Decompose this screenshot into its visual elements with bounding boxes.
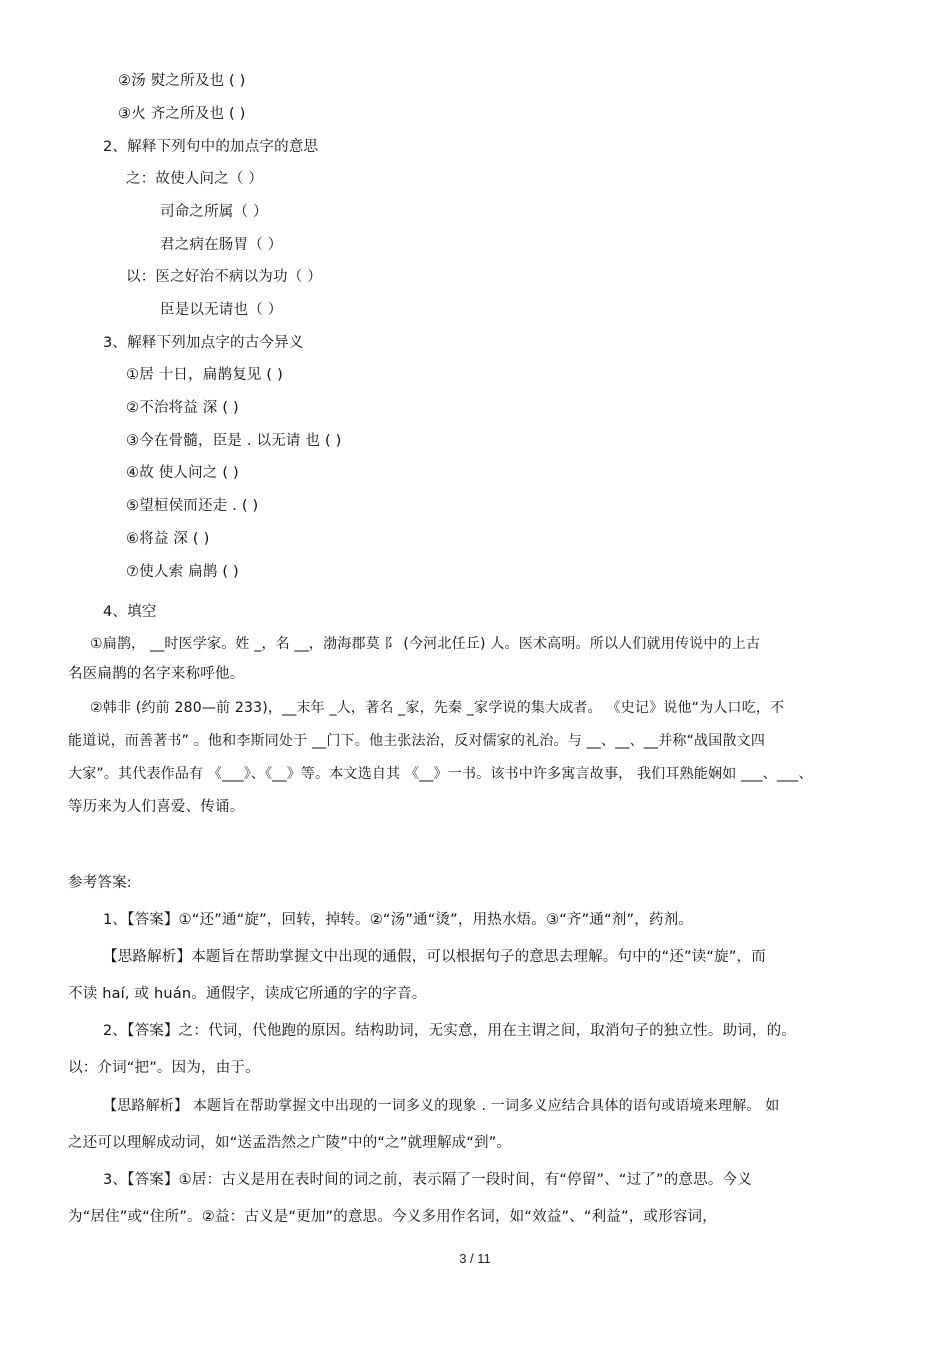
answer-3: 3、【答案】①居：古义是用在表时间的词之前，表示隔了一段时间，有“停留”、“过了”的意思。今义 — [103, 1172, 752, 1188]
answer-2-continued: 以：介词“把”。因为，由于。 — [68, 1060, 260, 1076]
q3-item-6: ⑥将益 深 ( ) — [126, 531, 210, 547]
q4-title: 4、填空 — [103, 604, 157, 620]
q2-yi-1: 以：医之好治不病以为功（ ） — [126, 269, 322, 285]
answer-1-analysis-line1: 【思路解析】本题旨在帮助掌握文中出现的通假，可以根据句子的意思去理解。句中的“还”读“旋”，而 — [103, 949, 766, 965]
page-number: 3 / 11 — [459, 1251, 491, 1266]
q3-item-1: ①居 十日，扁鹊复见 ( ) — [126, 367, 283, 383]
q3-title: 3、解释下列加点字的古今异义 — [103, 335, 304, 351]
q2-zhi-1: 之：故使人问之（ ） — [126, 171, 264, 187]
answer-2: 2、【答案】之：代词，代他跑的原因。结构助词，无实意，用在主谓之间，取消句子的独立性。助词，的。 — [103, 1023, 797, 1039]
answer-1-analysis-line2: 不读 haí, 或 huán。通假字，读成它所通的字的字音。 — [68, 986, 427, 1002]
q3-item-4: ④故 使人问之 ( ) — [126, 465, 239, 481]
q4-p2-line3: 大家”。其代表作品有 《___》、《__》等。本文选自其 《__》一书。该书中许多寓言故事， 我们耳熟能娴如 ___、___、 — [68, 766, 813, 782]
q2-zhi-3: 君之病在肠胃（ ） — [160, 237, 283, 253]
q1-item-2: ②汤 熨之所及也 ( ) — [118, 73, 246, 89]
q3-item-5: ⑤望桓侯而还走 . ( ) — [126, 498, 259, 514]
answer-2-analysis-line2: 之还可以理解成动词，如“送孟浩然之广陵”中的“之”就理解成“到”。 — [68, 1135, 512, 1151]
answer-3-continued: 为“居住”或“住所”。②益：古义是“更加”的意思。今义多用作名词，如“效益”、“利益”，或形容词， — [68, 1209, 717, 1225]
q4-p2-line1: ②韩非 (约前 280—前 233)，__末年 _人，著名 _家，先秦 _家学说的集大成者。 《史记》说他“为人口吃，不 — [90, 700, 785, 716]
q2-title: 2、解释下列句中的加点字的意思 — [103, 139, 319, 155]
answer-2-analysis-line1: 【思路解析】 本题旨在帮助掌握文中出现的一词多义的现象 . 一词多义应结合具体的语句或语境来理解。 如 — [103, 1098, 780, 1114]
q3-item-7: ⑦使人索 扁鹊 ( ) — [126, 564, 239, 580]
answers-heading: 参考答案: — [68, 875, 132, 891]
q1-item-3: ③火 齐之所及也 ( ) — [118, 106, 246, 122]
q4-p2-line4: 等历来为人们喜爱、传诵。 — [68, 799, 245, 815]
q2-yi-2: 臣是以无请也（ ） — [160, 302, 283, 318]
q4-p1-line1: ①扁鹊， __时医学家。姓 _，名 __，渤海郡莫 阝 (今河北任丘) 人。医术高明。所以人们就用传说中的上古 — [90, 636, 761, 652]
q2-zhi-2: 司命之所属（ ） — [160, 204, 268, 220]
q3-item-2: ②不治将益 深 ( ) — [126, 400, 239, 416]
q3-item-3: ③今在骨髓，臣是 . 以无请 也 ( ) — [126, 433, 342, 449]
answer-1: 1、【答案】①“还”通“旋”，回转，掉转。②“汤”通“烫”，用热水焐。③“齐”通“剂”，药剂。 — [103, 912, 694, 928]
q4-p2-line2: 能道说，而善著书” 。他和李斯同处于 __门下。他主张法治，反对儒家的礼治。与 __、__、__并称“战国散文四 — [68, 733, 766, 749]
q4-p1-line2: 名医扁鹊的名字来称呼他。 — [68, 666, 245, 682]
